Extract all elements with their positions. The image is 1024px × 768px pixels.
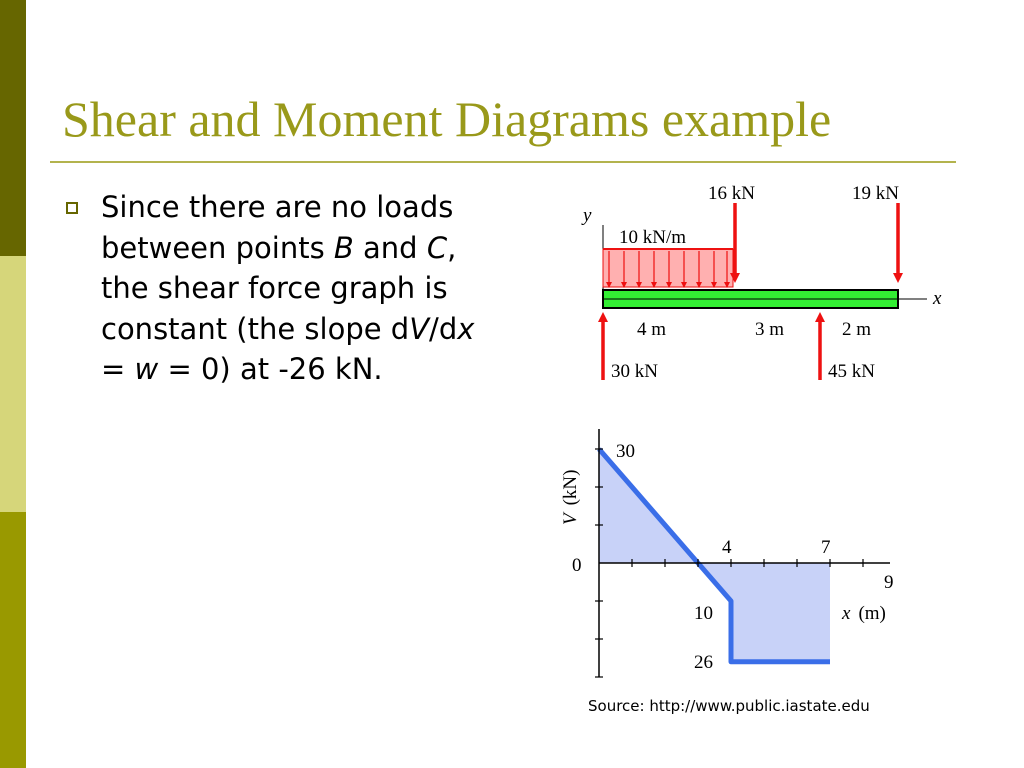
tick-label-26: 26 <box>694 652 713 673</box>
load-label-19kn: 19 kN <box>852 183 899 204</box>
accent-band-bottom <box>0 512 26 768</box>
beam-loading-diagram <box>575 175 975 390</box>
tick-label-7: 7 <box>821 537 831 558</box>
symbol-w: w <box>134 352 159 386</box>
reaction-label-30kn: 30 kN <box>611 361 658 382</box>
x-axis-symbol: x <box>842 603 851 624</box>
span-label-4m: 4 m <box>637 319 667 340</box>
tick-label-0: 0 <box>572 555 582 576</box>
distributed-load-label: 10 kN/m <box>619 227 687 248</box>
shear-area <box>599 449 830 662</box>
y-axis-label: y <box>583 205 592 226</box>
v-axis-unit: (kN) <box>560 469 581 506</box>
slide-title: Shear and Moment Diagrams example <box>62 91 832 147</box>
point-b-label: B <box>333 230 354 265</box>
symbol-x: x <box>457 311 475 346</box>
tick-label-4: 4 <box>722 537 732 558</box>
symbol-v: V <box>409 311 430 346</box>
text-run: = <box>101 352 135 386</box>
source-credit: Source: http://www.public.iastate.edu <box>588 697 870 715</box>
v-axis-symbol: V <box>560 513 581 525</box>
load-label-16kn: 16 kN <box>708 183 755 204</box>
tick-label-30: 30 <box>616 441 635 462</box>
bullet-text <box>101 187 501 390</box>
span-label-2m: 2 m <box>842 319 872 340</box>
shear-force-diagram <box>540 425 920 685</box>
v-axis-title <box>560 470 581 526</box>
x-axis-unit: (m) <box>858 603 886 624</box>
span-label-3m: 3 m <box>755 319 785 340</box>
text-run: Since there are no loads between points <box>101 190 454 265</box>
x-axis-label: x <box>933 288 942 309</box>
accent-band-top <box>0 0 26 256</box>
point-c-label: C <box>426 230 448 265</box>
text-run: = 0) at -26 kN. <box>158 352 383 386</box>
square-bullet-icon <box>66 202 78 214</box>
title-divider <box>50 161 956 163</box>
tick-label-10: 10 <box>694 603 713 624</box>
accent-band-middle <box>0 256 26 512</box>
x-axis-title <box>841 603 886 624</box>
text-run: , the shear force graph is constant (the slope d <box>101 230 457 346</box>
text-run: /d <box>429 311 458 346</box>
tick-label-9: 9 <box>884 572 894 593</box>
reaction-label-45kn: 45 kN <box>828 361 875 382</box>
text-run: and <box>353 230 427 265</box>
v-axis-title-text <box>560 470 581 526</box>
